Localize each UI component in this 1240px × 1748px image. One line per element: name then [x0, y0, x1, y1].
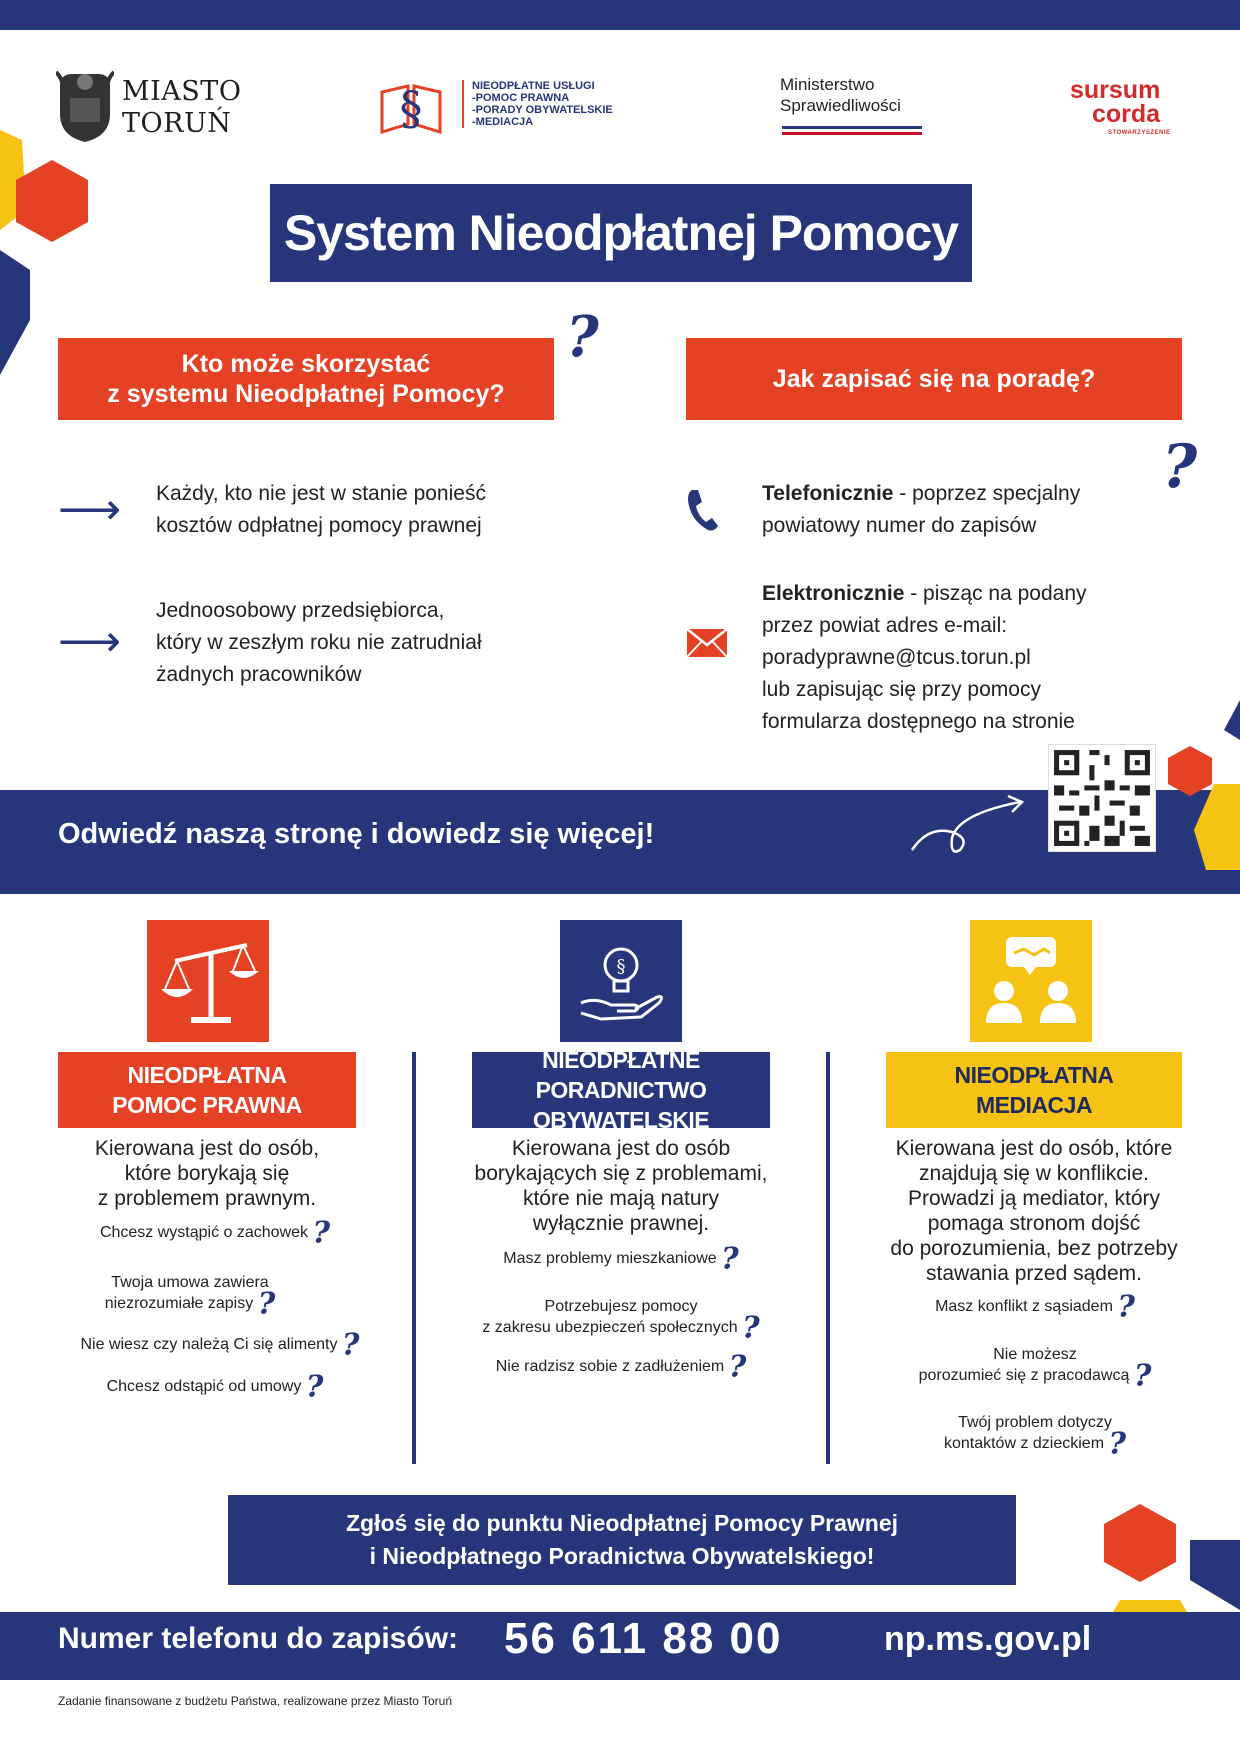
scales-of-justice-icon — [147, 920, 269, 1042]
question-text: Nie możesz porozumieć się z pracodawcą — [918, 1346, 1130, 1384]
ministry-logo-line1: Ministerstwo — [780, 75, 875, 94]
service-label-citizen-advice: NIEODPŁATNE PORADNICTWO OBYWATELSKIE — [472, 1052, 770, 1128]
service-description: Kierowana jest do osób borykających się z problemami, które nie mają natury wyłącznie prawnej. — [474, 1137, 768, 1235]
email-signup-text — [762, 578, 1087, 738]
envelope-icon — [686, 628, 728, 658]
ministry-logo — [780, 74, 940, 136]
question-mark-icon: ? — [312, 1215, 331, 1251]
phone-signup-text — [762, 478, 1080, 542]
torun-logo-line2: TORUŃ — [122, 108, 232, 139]
np-logo-text — [462, 80, 613, 128]
np-logo-line: -PORADY OBYWATELSKIE — [472, 104, 613, 116]
svg-text:§: § — [399, 81, 423, 135]
service-label-legal-aid: NIEODPŁATNA POMOC PRAWNA — [58, 1052, 356, 1128]
how-heading — [686, 338, 1182, 420]
np-logo-line: NIEODPŁATNE USŁUGI — [472, 80, 595, 92]
question-mark-icon: ? — [305, 1369, 324, 1405]
svg-text:§: § — [616, 956, 626, 977]
top-bar — [0, 0, 1240, 30]
phone-signup-rest: - poprzez specjalny powiatowy numer do zapisów — [762, 482, 1081, 537]
question-text: Masz konflikt z sąsiadem — [935, 1298, 1113, 1315]
phone-number[interactable]: 56 611 88 00 — [504, 1614, 783, 1663]
how-heading-text: Jak zapisać się na poradę? — [772, 365, 1096, 393]
email-signup-bold: Elektronicznie — [762, 582, 905, 605]
phone-icon — [686, 486, 720, 534]
question-text: Nie radzisz sobie z zadłużeniem — [495, 1358, 725, 1375]
service-label-mediation: NIEODPŁATNA MEDIACJA — [886, 1052, 1182, 1128]
question-item — [440, 1349, 802, 1385]
lightbulb-hand-icon — [560, 920, 682, 1042]
who-heading — [58, 338, 554, 420]
question-text: Nie wiesz czy należą Ci się alimenty — [80, 1336, 338, 1353]
question-text: Chcesz odstąpić od umowy — [106, 1378, 302, 1395]
sc-logo-small: STOWARZYSZENIE — [1108, 130, 1171, 136]
question-item — [40, 1272, 340, 1322]
torun-logo-line1: MIASTO — [122, 76, 242, 107]
question-mark-icon: ? — [1108, 1426, 1127, 1462]
ministry-logo-stripe — [782, 126, 922, 129]
question-item — [40, 1327, 400, 1363]
curly-arrow-icon — [908, 792, 1032, 858]
question-item — [40, 1369, 390, 1405]
np-logo-line: -MEDIACJA — [472, 116, 534, 128]
question-mark-icon: ? — [1133, 1358, 1152, 1394]
phone-signup-bold: Telefonicznie — [762, 482, 894, 505]
who-heading-text: Kto może skorzystać z systemu Nieodpłatnej Pomocy? — [107, 350, 505, 408]
ministry-logo-stripe — [782, 132, 922, 135]
question-item — [440, 1241, 802, 1277]
question-mark-icon: ? — [1162, 432, 1198, 502]
question-mark-icon: ? — [341, 1327, 360, 1363]
question-item — [870, 1412, 1200, 1462]
arrow-right-icon: ⟶ — [58, 617, 122, 666]
torun-logo — [56, 68, 256, 148]
question-text: Potrzebujesz pomocy z zakresu ubezpieczeń społecznych — [482, 1298, 738, 1336]
question-item — [40, 1215, 390, 1251]
column-divider — [826, 1052, 830, 1464]
page-title: System Nieodpłatnej Pomocy — [270, 184, 972, 282]
qr-code-icon — [1049, 745, 1155, 851]
sc-logo-line2: corda — [1092, 100, 1161, 128]
service-description: Kierowana jest do osób, które borykają się z problemem prawnym. — [94, 1137, 320, 1210]
question-mark-icon: ? — [566, 304, 599, 370]
footer-note: Zadanie finansowane z budżetu Państwa, realizowane przez Miasto Toruń — [58, 1694, 453, 1708]
question-mark-icon: ? — [721, 1241, 739, 1277]
question-text: Chcesz wystąpić o zachowek — [99, 1224, 309, 1241]
qr-code[interactable] — [1048, 744, 1156, 852]
question-mark-icon: ? — [728, 1349, 747, 1385]
who-item: Jednoosobowy przedsiębiorca, który w zeszłym roku nie zatrudniał żadnych pracowników — [156, 599, 482, 686]
website-link[interactable]: np.ms.gov.pl — [884, 1620, 1092, 1658]
sc-logo-line1: sursum — [1070, 76, 1161, 104]
visit-banner-text: Odwiedź naszą stronę i dowiedz się więcej! — [58, 818, 655, 850]
phone-label: Numer telefonu do zapisów: — [58, 1622, 459, 1655]
cta-box: Zgłoś się do punktu Nieodpłatnej Pomocy Prawnej i Nieodpłatnego Poradnictwa Obywatelskiego! — [228, 1495, 1016, 1585]
question-text: Masz problemy mieszkaniowe — [503, 1250, 717, 1267]
question-item — [870, 1344, 1200, 1394]
question-item — [440, 1296, 802, 1346]
question-text: Twój problem dotyczy kontaktów z dzieckiem — [943, 1414, 1112, 1452]
service-description: Kierowana jest do osób, które znajdują się w konflikcie. Prowadzi ją mediator, który pomaga stronom dojść do porozumienia, bez potrzeby stawania przed sądem. — [890, 1137, 1178, 1285]
email-signup-rest: - pisząc na podany przez powiat adres e-mail: poradyprawne@tcus.torun.pl lub zapisując się przy pomocy formularza dostępnego na stronie — [762, 582, 1087, 733]
arrow-right-icon: ⟶ — [58, 485, 122, 534]
question-item — [870, 1289, 1200, 1325]
ministry-logo-line2: Sprawiedliwości — [780, 96, 901, 115]
column-divider — [412, 1052, 416, 1464]
paragraph-icon — [376, 72, 446, 140]
question-mark-icon: ? — [1117, 1289, 1135, 1325]
torun-crest-icon — [56, 68, 114, 144]
question-mark-icon: ? — [742, 1310, 760, 1346]
who-item: Każdy, kto nie jest w stanie ponieść kosztów odpłatnej pomocy prawnej — [156, 482, 486, 537]
mediation-people-icon — [970, 920, 1092, 1042]
question-mark-icon: ? — [257, 1286, 276, 1322]
question-text: Twoja umowa zawiera niezrozumiałe zapisy — [104, 1274, 269, 1312]
decorative-hexagons-right — [1154, 700, 1240, 890]
np-logo — [376, 72, 636, 142]
sursum-corda-logo — [1070, 78, 1190, 140]
np-logo-line: -POMOC PRAWNA — [472, 92, 570, 104]
